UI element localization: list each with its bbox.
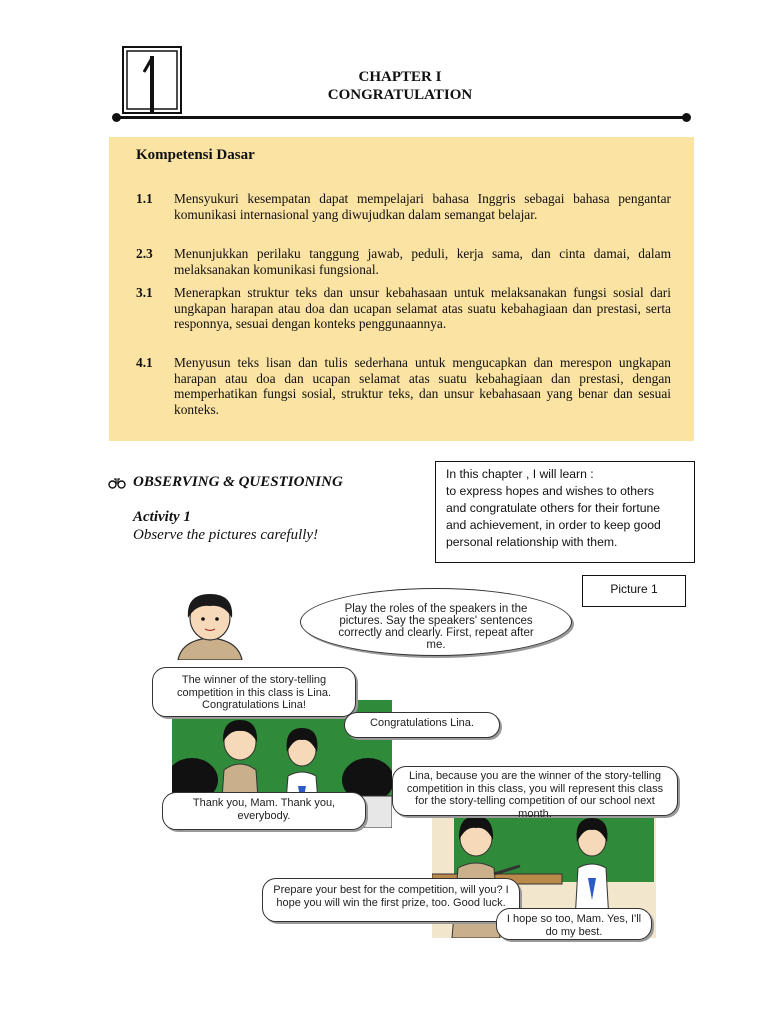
- rule-dot-right: [682, 113, 691, 122]
- kd-item-text: Menunjukkan perilaku tanggung jawab, peduli, kerja sama, dan cinta damai, dalam melaksanakan komunikasi fungsional.: [174, 246, 671, 277]
- speech-bubble: The winner of the story-telling competition in this class is Lina. Congratulations Lina!: [152, 667, 356, 717]
- learning-goal-box: [435, 461, 695, 563]
- kd-item-text: Menerapkan struktur teks dan unsur kebahasaan untuk melaksanakan fungsi sosial dari ungkapan harapan atau doa dan ucapan selamat atas suatu kebahagiaan dan prestasi, serta responnya, sesuai dengan konteks penggunaannya.: [174, 285, 671, 331]
- speech-bubble: Play the roles of the speakers in the pictures. Say the speakers' sentences correctly and clearly. First, repeat after me.: [300, 588, 572, 656]
- learn-line: In this chapter , I will learn :: [446, 467, 594, 481]
- learn-line: and achievement, in order to keep good: [446, 518, 661, 532]
- kd-item-number: 2.3: [136, 246, 153, 261]
- kd-title: Kompetensi Dasar: [136, 147, 255, 163]
- picture-label: Picture 1: [582, 575, 686, 607]
- section-title: OBSERVING & QUESTIONING: [133, 474, 343, 490]
- chapter-number: CHAPTER I: [358, 69, 442, 85]
- rule-dot-left: [112, 113, 121, 122]
- learn-line: to express hopes and wishes to others: [446, 484, 654, 498]
- kd-item-number: 1.1: [136, 191, 153, 206]
- speech-bubble: Congratulations Lina.: [344, 712, 500, 738]
- chapter-number-icon: [122, 46, 182, 114]
- speech-bubble: Lina, because you are the winner of the story-telling competition in this class, you will represent this class for the story-telling competition of our school next month.: [392, 766, 678, 816]
- learn-line: and congratulate others for their fortune: [446, 501, 661, 515]
- kd-item-number: 4.1: [136, 355, 153, 370]
- activity-title: Activity 1: [133, 509, 191, 525]
- binoculars-icon: [108, 477, 126, 489]
- header-rule: [116, 116, 688, 119]
- kd-item-text: Menyusun teks lisan dan tulis sederhana untuk mengucapkan dan merespon ungkapan harapan atau doa dan ucapan selamat atas suatu kebahagiaan dan prestasi, dengan memperhatikan fungsi sosial, struktur teks, dan unsur kebahasaan yang benar dan sesuai konteks.: [174, 355, 671, 417]
- activity-instruction: Observe the pictures carefully!: [133, 527, 319, 543]
- teacher-portrait: [168, 588, 252, 660]
- speech-bubble: Prepare your best for the competition, will you? I hope you will win the first prize, too. Good luck.: [262, 878, 520, 922]
- kd-item-number: 3.1: [136, 285, 153, 300]
- chapter-heading: [300, 68, 500, 104]
- chapter-title: CONGRATULATION: [327, 87, 473, 103]
- speech-bubble: I hope so too, Mam. Yes, I'll do my best.: [496, 908, 652, 940]
- kd-item-text: Mensyukuri kesempatan dapat mempelajari bahasa Inggris sebagai bahasa pengantar komunikasi internasional yang diwujudkan dalam semangat belajar.: [174, 191, 671, 222]
- learn-line: personal relationship with them.: [446, 535, 618, 549]
- speech-bubble: Thank you, Mam. Thank you, everybody.: [162, 792, 366, 830]
